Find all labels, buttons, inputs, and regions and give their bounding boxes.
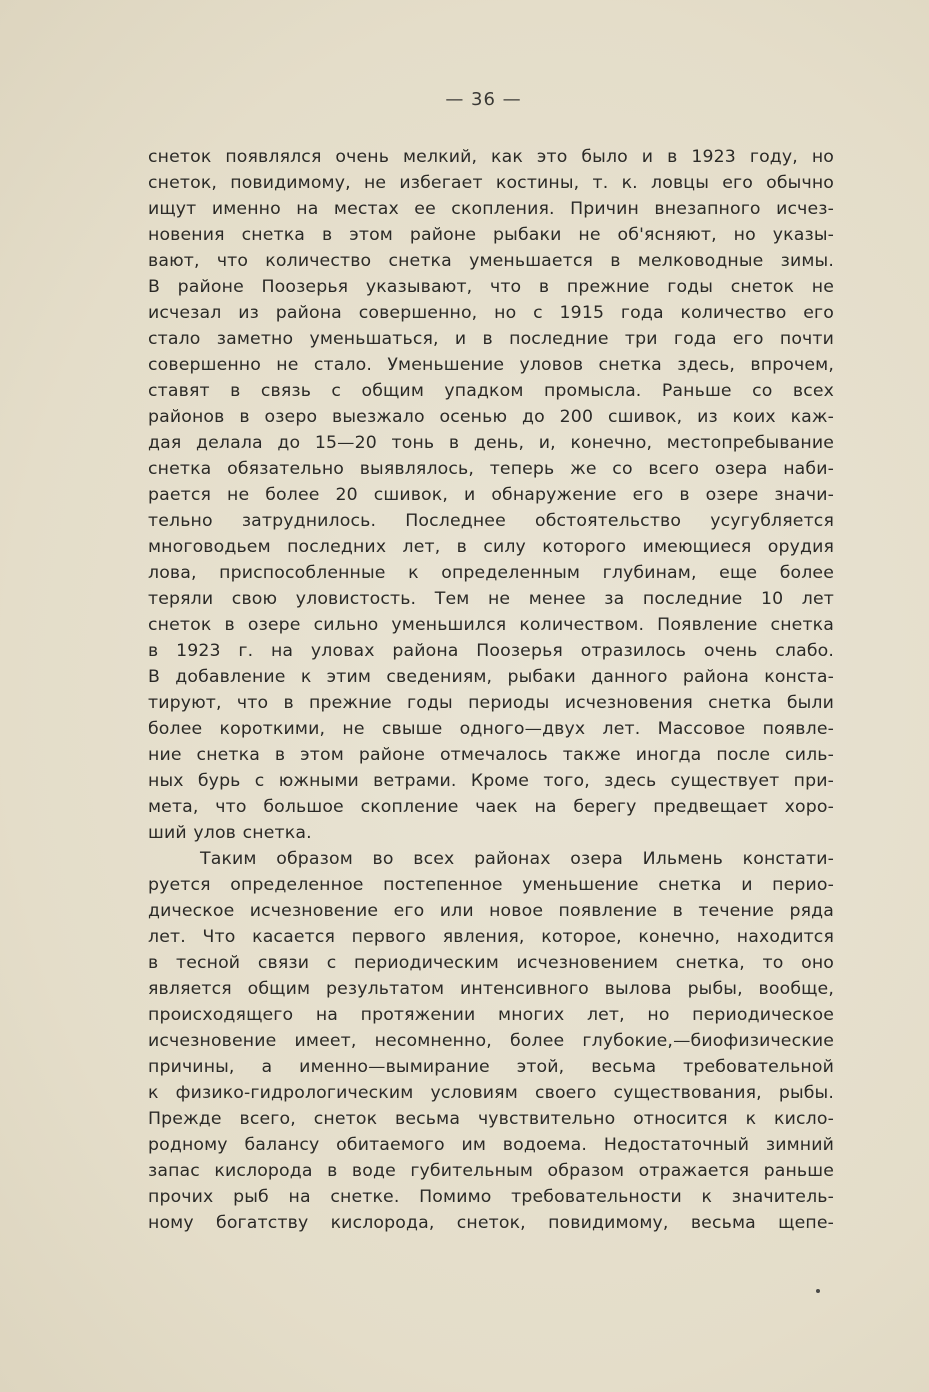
- text-line: исчезновение имеет, несомненно, более глубокие,—биофизические: [148, 1031, 834, 1051]
- body-text: [148, 144, 834, 1236]
- text-line: в 1923 г. на уловах района Поозерья отразилось очень слабо.: [148, 641, 834, 661]
- text-line: прочих рыб на снетке. Помимо требовательности к значитель-: [148, 1187, 834, 1207]
- paragraph-1: [148, 144, 834, 846]
- text-line: к физико-гидрологическим условиям своего существования, рыбы.: [148, 1083, 834, 1103]
- text-line: районов в озеро выезжало осенью до 200 сшивок, из коих каж-: [148, 407, 834, 427]
- text-line: теряли свою уловистость. Тем не менее за последние 10 лет: [148, 589, 834, 609]
- text-line: ший улов снетка.: [148, 823, 312, 843]
- ink-speck: [816, 1289, 820, 1293]
- text-line: исчезал из района совершенно, но с 1915 года количество его: [148, 303, 834, 323]
- text-line: происходящего на протяжении многих лет, но периодическое: [148, 1005, 834, 1025]
- text-line: запас кислорода в воде губительным образом отражается раньше: [148, 1161, 834, 1181]
- text-line: ищут именно на местах ее скопления. Причин внезапного исчез-: [148, 199, 834, 219]
- text-line: вают, что количество снетка уменьшается в мелководные зимы.: [148, 251, 834, 271]
- text-line: снетка обязательно выявлялось, теперь же со всего озера наби-: [148, 459, 834, 479]
- text-line: мета, что большое скопление чаек на берегу предвещает хоро-: [148, 797, 834, 817]
- text-line: ставят в связь с общим упадком промысла. Раньше со всех: [148, 381, 834, 401]
- text-line: дая делала до 15—20 тонь в день, и, конечно, местопребывание: [148, 433, 834, 453]
- text-line: Прежде всего, снеток весьма чувствительно относится к кисло-: [148, 1109, 834, 1129]
- text-line: Таким образом во всех районах озера Ильмень констати-: [200, 849, 834, 869]
- text-line: новения снетка в этом районе рыбаки не об'ясняют, но указы-: [148, 225, 834, 245]
- text-line: совершенно не стало. Уменьшение уловов снетка здесь, впрочем,: [148, 355, 834, 375]
- text-line: ному богатству кислорода, снеток, повидимому, весьма щепе-: [148, 1213, 834, 1233]
- text-line: снеток появлялся очень мелкий, как это было и в 1923 году, но: [148, 147, 834, 167]
- text-line: в тесной связи с периодическим исчезновением снетка, то оно: [148, 953, 834, 973]
- text-line: более короткими, не свыше одного—двух лет. Массовое появле-: [148, 719, 834, 739]
- text-line: родному балансу обитаемого им водоема. Недостаточный зимний: [148, 1135, 834, 1155]
- text-line: В районе Поозерья указывают, что в прежние годы снеток не: [148, 277, 834, 297]
- text-line: причины, а именно—вымирание этой, весьма требовательной: [148, 1057, 834, 1077]
- paragraph-2: [148, 846, 834, 1236]
- text-line: рается не более 20 сшивок, и обнаружение его в озере значи-: [148, 485, 834, 505]
- page-number: — 36 —: [445, 89, 522, 110]
- text-line: многоводьем последних лет, в силу которого имеющиеся орудия: [148, 537, 834, 557]
- text-line: является общим результатом интенсивного вылова рыбы, вообще,: [148, 979, 834, 999]
- text-line: ние снетка в этом районе отмечалось также иногда после силь-: [148, 745, 834, 765]
- text-line: руется определенное постепенное уменьшение снетка и перио-: [148, 875, 834, 895]
- text-line: лет. Что касается первого явления, которое, конечно, находится: [148, 927, 834, 947]
- text-line: В добавление к этим сведениям, рыбаки данного района конста-: [148, 667, 834, 687]
- text-line: снеток, повидимому, не избегает костины, т. к. ловцы его обычно: [148, 173, 834, 193]
- text-line: тируют, что в прежние годы периоды исчезновения снетка были: [148, 693, 834, 713]
- text-line: стало заметно уменьшаться, и в последние три года его почти: [148, 329, 834, 349]
- text-line: дическое исчезновение его или новое появление в течение ряда: [148, 901, 834, 921]
- text-line: ных бурь с южными ветрами. Кроме того, здесь существует при-: [148, 771, 834, 791]
- text-line: тельно затруднилось. Последнее обстоятельство усугубляется: [148, 511, 834, 531]
- text-line: лова, приспособленные к определенным глубинам, еще более: [148, 563, 834, 583]
- text-line: снеток в озере сильно уменьшился количеством. Появление снетка: [148, 615, 834, 635]
